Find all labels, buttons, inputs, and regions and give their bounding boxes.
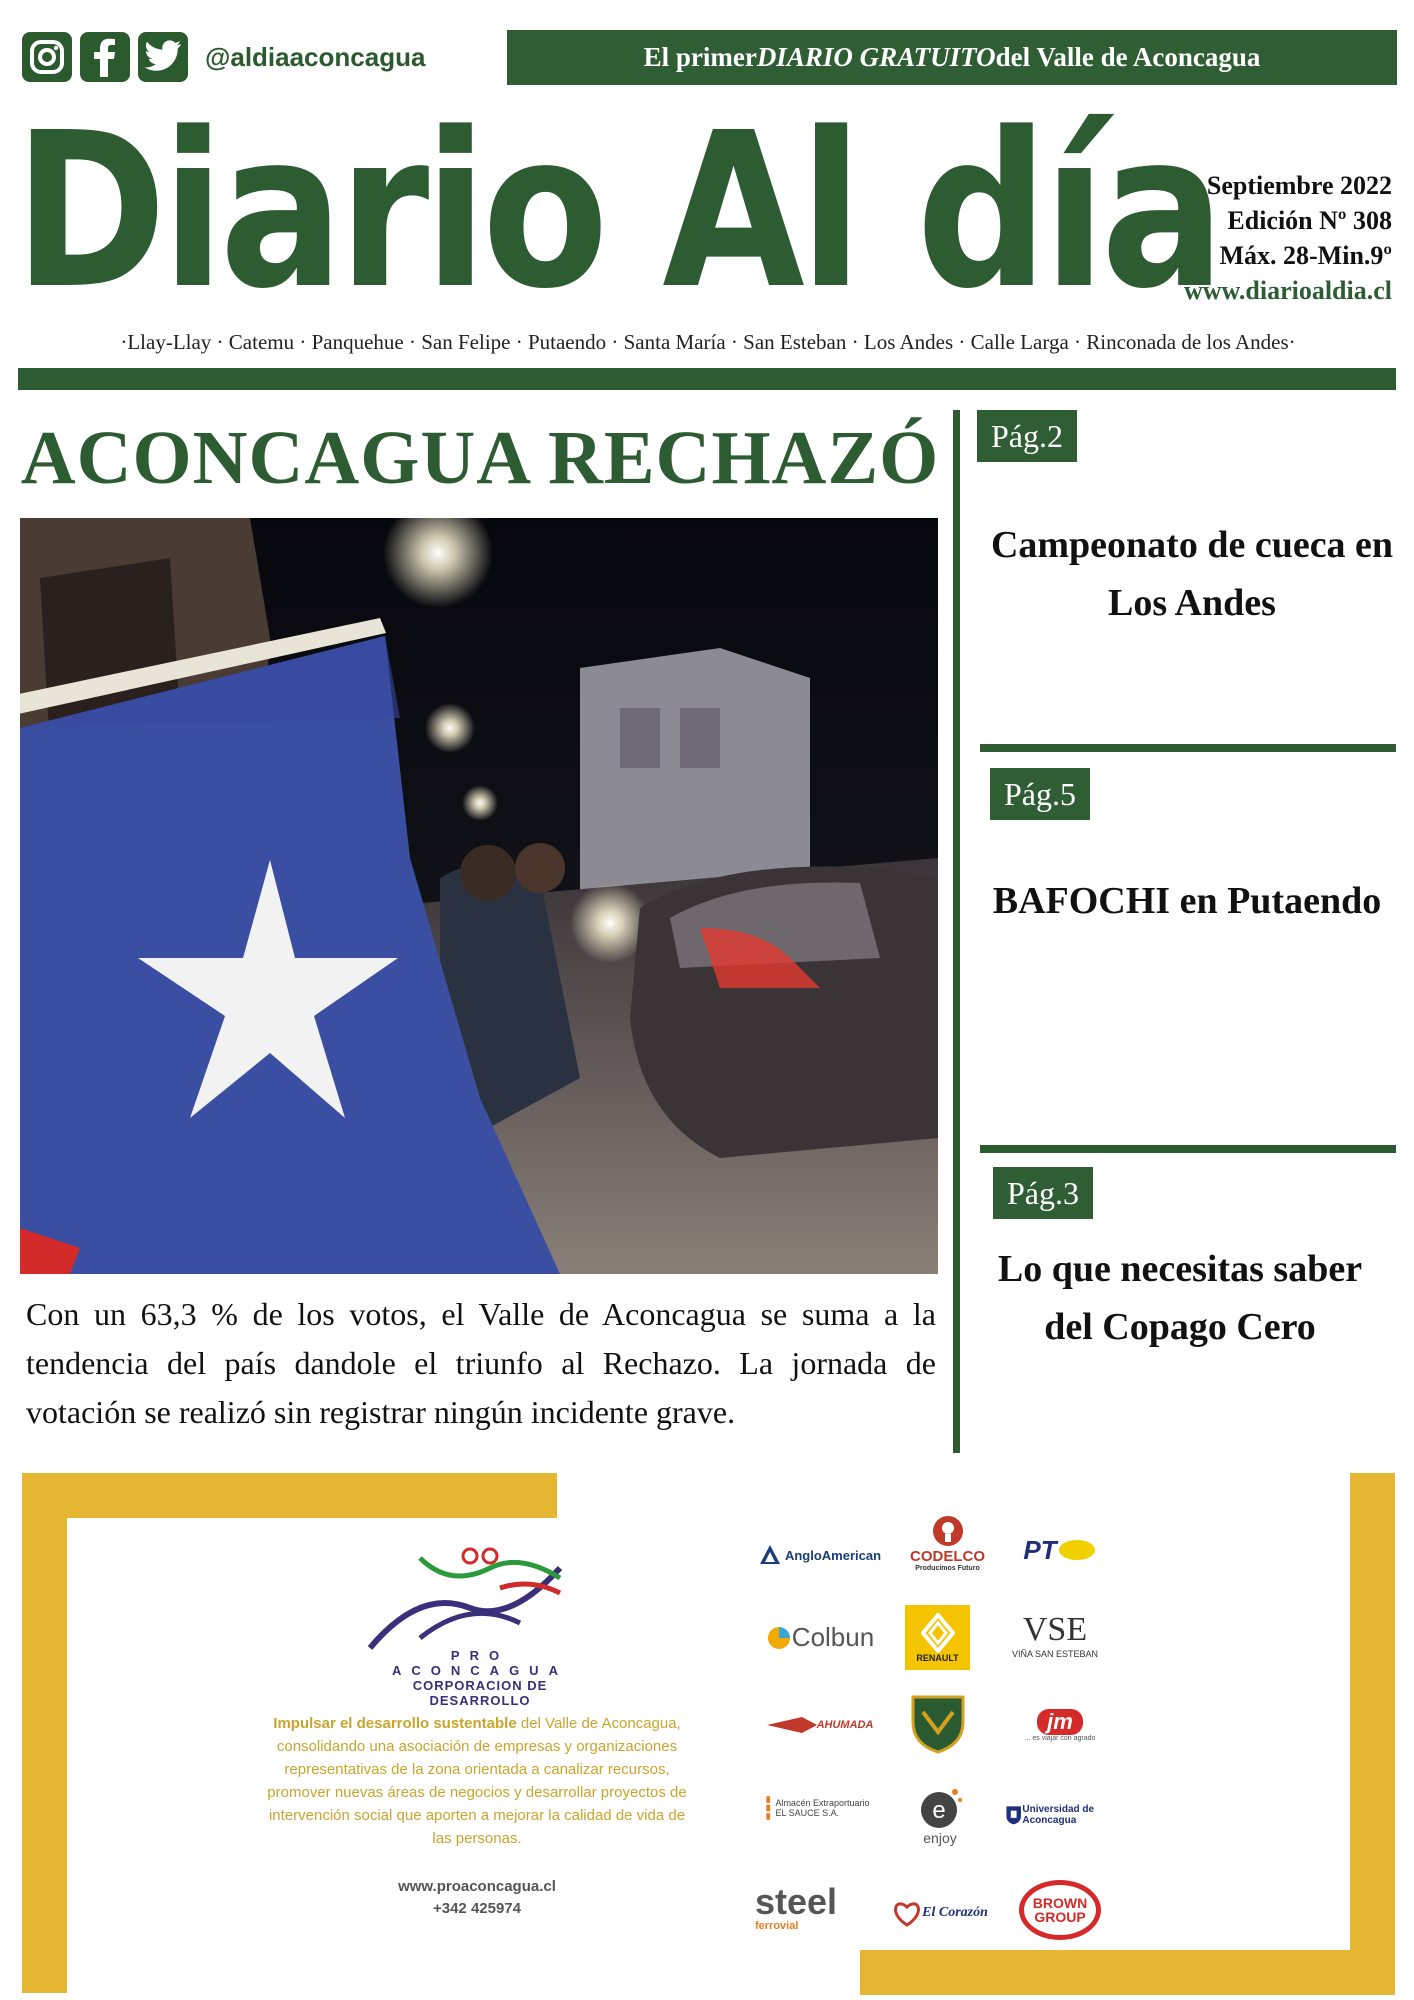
facebook-icon[interactable] — [80, 32, 130, 82]
sponsor-codelco-logo — [900, 1505, 995, 1580]
sponsor-brown-logo — [1015, 1875, 1105, 1945]
twitter-icon[interactable] — [138, 32, 188, 82]
ad-description-rest: del Valle de Aconcagua, consolidando una asociación de empresas y organizaciones representativas de la zona orientada a canalizar recursos, promover nuevas áreas de negocios y desarrollar proyectos de intervención social que aporten a mejorar la calidad de vida de las personas. — [267, 1715, 687, 1847]
proaconcagua-name — [360, 1648, 600, 1708]
sidebar-story-3[interactable]: Lo que necesitas saber del Copago Cero — [997, 1248, 1363, 1348]
ad-contact — [262, 1876, 692, 1920]
instagram-icon[interactable] — [22, 32, 72, 82]
sponsor-enjoy-logo — [900, 1775, 980, 1855]
sponsor-pt-logo — [1010, 1525, 1110, 1575]
sponsor-codelco: CODELCO — [910, 1547, 985, 1565]
banner-suffix: del Valle de Aconcagua — [995, 42, 1261, 72]
main-lede: Con un 63,3 % de los votos, el Valle de Aconcagua se suma a la tendencia del país dandole el triunfo al Rechazo. La jornada de votación se realizó sin registrar ningún incidente grave. — [26, 1296, 936, 1430]
sponsor-jm: jm — [1037, 1709, 1083, 1735]
banner-emphasis: DIARIO GRATUITO — [756, 42, 996, 72]
sponsor-jm-sub: ... es viajar con agrado — [1024, 1734, 1096, 1742]
main-photo — [20, 518, 938, 1274]
sidebar-divider-2 — [980, 1145, 1396, 1153]
sidebar-story-2[interactable]: BAFOCHI en Putaendo — [992, 880, 1382, 922]
website-link[interactable]: www.diarioaldia.cl — [1183, 276, 1392, 305]
sponsor-codelco-sub: Producimos Futuro — [915, 1564, 980, 1572]
org-line-2: CORPORACION DE DESARROLLO — [412, 1678, 548, 1708]
sponsor-uaconcagua: Universidad de Aconcagua — [1022, 1804, 1095, 1826]
column-divider — [953, 410, 960, 1453]
sponsor-colbun-logo — [755, 1615, 885, 1660]
sponsor-corazon-logo — [880, 1890, 1000, 1935]
sponsor-steel: steel — [755, 1881, 838, 1922]
header-divider — [18, 368, 1396, 390]
weather: Máx. 28-Min.9º — [1219, 241, 1392, 270]
sponsor-anglo: AngloAmerican — [784, 1547, 882, 1563]
sponsor-brown: BROWN GROUP — [1019, 1880, 1101, 1940]
towns-list: ·Llay-Llay · Catemu · Panquehue · San Felipe · Putaendo · Santa María · San Esteban · Los Andes · Calle Larga · Rinconada de los Andes· — [120, 330, 1296, 354]
banner-prefix: El primer — [643, 42, 757, 72]
sponsor-renault-logo — [905, 1605, 970, 1670]
sponsor-vse-name: VIÑA SAN ESTEBAN — [1011, 1649, 1099, 1659]
tagline-banner — [507, 30, 1397, 85]
ad-phone: +342 425974 — [432, 1900, 521, 1917]
ad-description — [262, 1712, 692, 1850]
edition-month: Septiembre 2022 — [1206, 171, 1392, 200]
sponsor-sauce-logo — [765, 1783, 880, 1833]
sponsor-enjoy: enjoy — [923, 1830, 957, 1846]
page-ref-3[interactable]: Pág.3 — [993, 1167, 1093, 1219]
masthead: Diario Al día — [14, 87, 1220, 336]
sponsor-anglo-logo — [755, 1535, 885, 1575]
proaconcagua-logo — [360, 1538, 600, 1658]
page-ref-1[interactable]: Pág.2 — [977, 410, 1077, 462]
svg-text:e: e — [932, 1797, 946, 1824]
page-ref-2[interactable]: Pág.5 — [990, 768, 1090, 820]
ad-frame-left — [22, 1473, 67, 1993]
ad-website[interactable]: www.proaconcagua.cl — [398, 1878, 556, 1895]
sponsor-sauce: Almacén Extraportuario EL SAUCE S.A. — [775, 1798, 870, 1818]
ad-frame-top-left — [22, 1473, 557, 1518]
sponsor-uaconcagua-logo — [1005, 1795, 1115, 1835]
ad-description-bold: Impulsar el desarrollo sustentable — [273, 1715, 517, 1732]
ad-frame-bottom — [860, 1950, 1395, 1995]
social-icons — [22, 32, 188, 82]
sponsor-ahumada: AHUMADA — [816, 1719, 874, 1731]
sponsor-pt: PT — [1023, 1534, 1057, 1565]
edition-info — [1184, 168, 1392, 308]
sponsor-vse: VSE — [1022, 1611, 1088, 1648]
sponsor-shield-logo — [905, 1690, 970, 1755]
sponsor-corazon: El Corazón — [922, 1904, 988, 1920]
sponsor-renault: RENAULT — [916, 1652, 959, 1663]
ad-frame-right — [1350, 1473, 1395, 1993]
sponsor-steel-logo — [755, 1878, 855, 1938]
sponsor-colbun: Colbun — [791, 1622, 875, 1652]
sidebar-divider-1 — [980, 744, 1396, 752]
sidebar-story-1[interactable]: Campeonato de cueca en Los Andes — [990, 524, 1394, 624]
sponsor-jm-logo — [1010, 1695, 1110, 1755]
sponsor-vse-logo — [995, 1600, 1115, 1670]
social-handle[interactable]: @aldiaaconcagua — [205, 42, 426, 72]
main-headline: ACONCAGUA RECHAZÓ — [20, 416, 940, 500]
sponsor-steel-sub: ferrovial — [755, 1920, 799, 1932]
org-line-1: PRO ACONCAGUA — [392, 1648, 568, 1678]
sponsor-ahumada-logo — [755, 1705, 885, 1745]
edition-number: Edición Nº 308 — [1227, 206, 1392, 235]
